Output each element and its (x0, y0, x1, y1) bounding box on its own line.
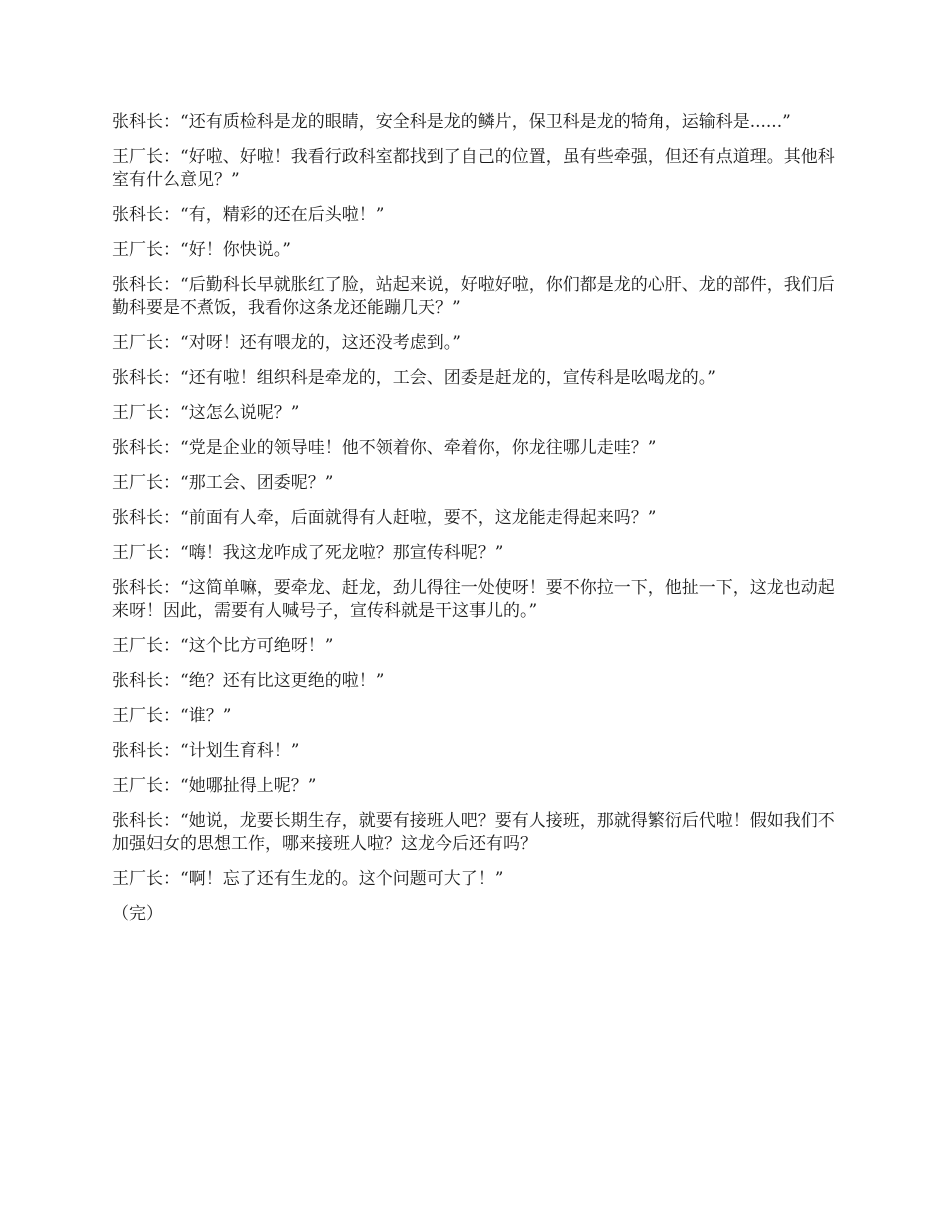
paragraph-6: 王厂长：“对呀！还有喂龙的，这还没考虑到。” (112, 333, 461, 353)
paragraph-14: 王厂长：“这个比方可绝呀！” (112, 636, 334, 656)
paragraph-7: 张科长：“还有啦！组织科是牵龙的，工会、团委是赶龙的，宣传科是吆喝龙的。” (112, 368, 716, 388)
paragraph-20: 王厂长：“啊！忘了还有生龙的。这个问题可大了！” (112, 869, 504, 889)
paragraph-11: 张科长：“前面有人牵，后面就得有人赶啦，要不，这龙能走得起来吗？” (112, 508, 657, 528)
paragraph-18: 王厂长：“她哪扯得上呢？” (112, 776, 317, 796)
paragraph-13: 张科长：“这简单嘛，要牵龙、赶龙，劲儿得往一处使呀！要不你拉一下，他扯一下，这龙也动起来呀！因此，需要有人喊号子，宣传科就是干这事儿的。” (112, 578, 835, 621)
paragraph-4: 王厂长：“好！你快说。” (112, 240, 291, 260)
document-body (112, 111, 840, 926)
paragraph-3: 张科长：“有，精彩的还在后头啦！” (112, 205, 385, 225)
paragraph-15: 张科长：“绝？还有比这更绝的啦！” (112, 671, 385, 691)
paragraph-12: 王厂长：“嗨！我这龙咋成了死龙啦？那宣传科呢？” (112, 543, 504, 563)
paragraph-5: 张科长：“后勤科长早就胀红了脸，站起来说，好啦好啦，你们都是龙的心肝、龙的部件，我们后勤科要是不煮饭，我看你这条龙还能蹦几天？” (112, 275, 835, 318)
paragraph-10: 王厂长：“那工会、团委呢？” (112, 473, 334, 493)
paragraph-1: 张科长：“还有质检科是龙的眼睛，安全科是龙的鳞片，保卫科是龙的犄角，运输科是......” (112, 112, 791, 132)
paragraph-2: 王厂长：“好啦、好啦！我看行政科室都找到了自己的位置，虽有些牵强，但还有点道理。其他科室有什么意见？” (112, 147, 835, 190)
paragraph-17: 张科长：“计划生育科！” (112, 741, 300, 761)
paragraph-8: 王厂长：“这怎么说呢？” (112, 403, 300, 423)
end-mark: （完） (112, 904, 163, 924)
paragraph-19: 张科长：“她说，龙要长期生存，就要有接班人吧？要有人接班，那就得繁衍后代啦！假如我们不加强妇女的思想工作，哪来接班人啦？这龙今后还有吗？ (112, 811, 835, 854)
paragraph-16: 王厂长：“谁？” (112, 706, 232, 726)
paragraph-9: 张科长：“党是企业的领导哇！他不领着你、牵着你，你龙往哪儿走哇？” (112, 438, 657, 458)
